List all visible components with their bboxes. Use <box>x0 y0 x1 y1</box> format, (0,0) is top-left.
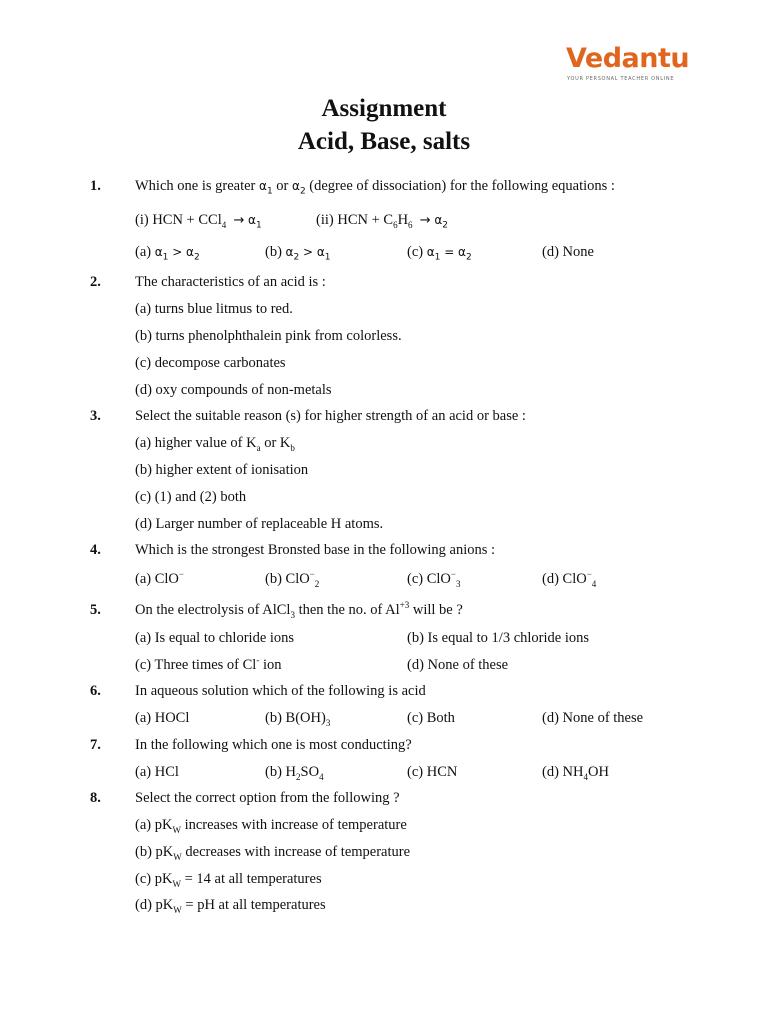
question-number: 2. <box>90 274 101 290</box>
logo-wordmark: Vedantu <box>566 43 690 74</box>
option-a: (a) ClO− <box>135 569 184 587</box>
option-d: (d) $NH_4OH$ <box>542 764 609 782</box>
option-a: (a) higher value of $K_a$ or $K_b$ <box>135 435 295 453</box>
option-b: (b) Is equal to 1/3 chloride ions <box>407 630 590 646</box>
option-c: (c) Three times of Cl- ion <box>135 655 282 673</box>
question-text: The characteristics of an acid is : <box>135 274 326 290</box>
option-b: (b) higher extent of ionisation <box>135 462 309 478</box>
option-d: (d) None of these <box>407 657 509 673</box>
question-number: 6. <box>90 683 101 699</box>
question-number: 4. <box>90 542 101 558</box>
logo-tagline: YOUR PERSONAL TEACHER ONLINE <box>567 76 675 82</box>
option-d: (d) ClO−$_4$ <box>542 569 597 589</box>
option-b: (b) $H_2SO_4$ <box>265 764 324 782</box>
option-a: (a) turns blue litmus to red. <box>135 301 293 317</box>
equation-i: (i) HCN + $CCl_4 \to \alpha_1$ <box>135 212 262 231</box>
option-c: (c) ClO−$_3$ <box>407 569 461 589</box>
question-text: Select the suitable reason (s) for higher strength of an acid or base : <box>135 408 526 424</box>
question-number: 3. <box>90 408 101 424</box>
question-text: In the following which one is most conducting? <box>135 737 412 753</box>
question-number: 5. <box>90 602 101 618</box>
option-c: (c) HCN <box>407 764 458 780</box>
option-b: (b) turns phenolphthalein pink from colorless. <box>135 328 402 344</box>
option-d: (d) oxy compounds of non-metals <box>135 382 332 398</box>
option-d: (d) None of these <box>542 710 644 726</box>
option-d: (d) Larger number of replaceable H atoms. <box>135 516 384 532</box>
question-text: In aqueous solution which of the following is acid <box>135 683 426 699</box>
option-b: (b) $pK_W$ decreases with increase of temperature <box>135 844 411 862</box>
option-b: (b) $B(OH)_3$ <box>265 710 331 728</box>
question-text: On the electrolysis of AlCl$_3$ then the no. of $Al^{+3}$ will be ? <box>135 600 463 620</box>
page-title: Assignment <box>321 95 447 122</box>
vedantu-logo <box>566 42 690 86</box>
question-text: Which one is greater $\alpha_1$ or $\alpha_2$ (degree of dissociation) for the following equations : <box>135 178 615 197</box>
option-c: (c) $\alpha_1 = \alpha_2$ <box>407 244 472 263</box>
option-c: (c) decompose carbonates <box>135 355 286 371</box>
question-number: 8. <box>90 790 101 806</box>
question-text: Select the correct option from the following ? <box>135 790 400 806</box>
option-c: (c) Both <box>407 710 455 726</box>
question-number: 7. <box>90 737 101 753</box>
option-d: (d) None <box>542 244 594 260</box>
option-d: (d) $pK_W$ = pH at all temperatures <box>135 897 326 915</box>
page-subtitle: Acid, Base, salts <box>297 128 471 155</box>
option-c: (c) (1) and (2) both <box>135 489 247 505</box>
option-a: (a) $pK_W$ increases with increase of temperature <box>135 817 407 835</box>
option-c: (c) $pK_W = 14$ at all temperatures <box>135 871 322 889</box>
option-a: (a) HOCl <box>135 710 190 726</box>
option-a: (a) HCl <box>135 764 179 780</box>
question-text: Which is the strongest Bronsted base in the following anions : <box>135 542 496 558</box>
option-b: (b) $\alpha_2 > \alpha_1$ <box>265 244 331 263</box>
question-number: 1. <box>90 178 101 194</box>
option-a: (a) Is equal to chloride ions <box>135 630 295 646</box>
option-b: (b) ClO−$_2$ <box>265 569 320 589</box>
equation-ii: (ii) HCN + $C_6H_6 \to \alpha_2$ <box>316 212 448 231</box>
option-a: (a) $\alpha_1 > \alpha_2$ <box>135 244 200 263</box>
